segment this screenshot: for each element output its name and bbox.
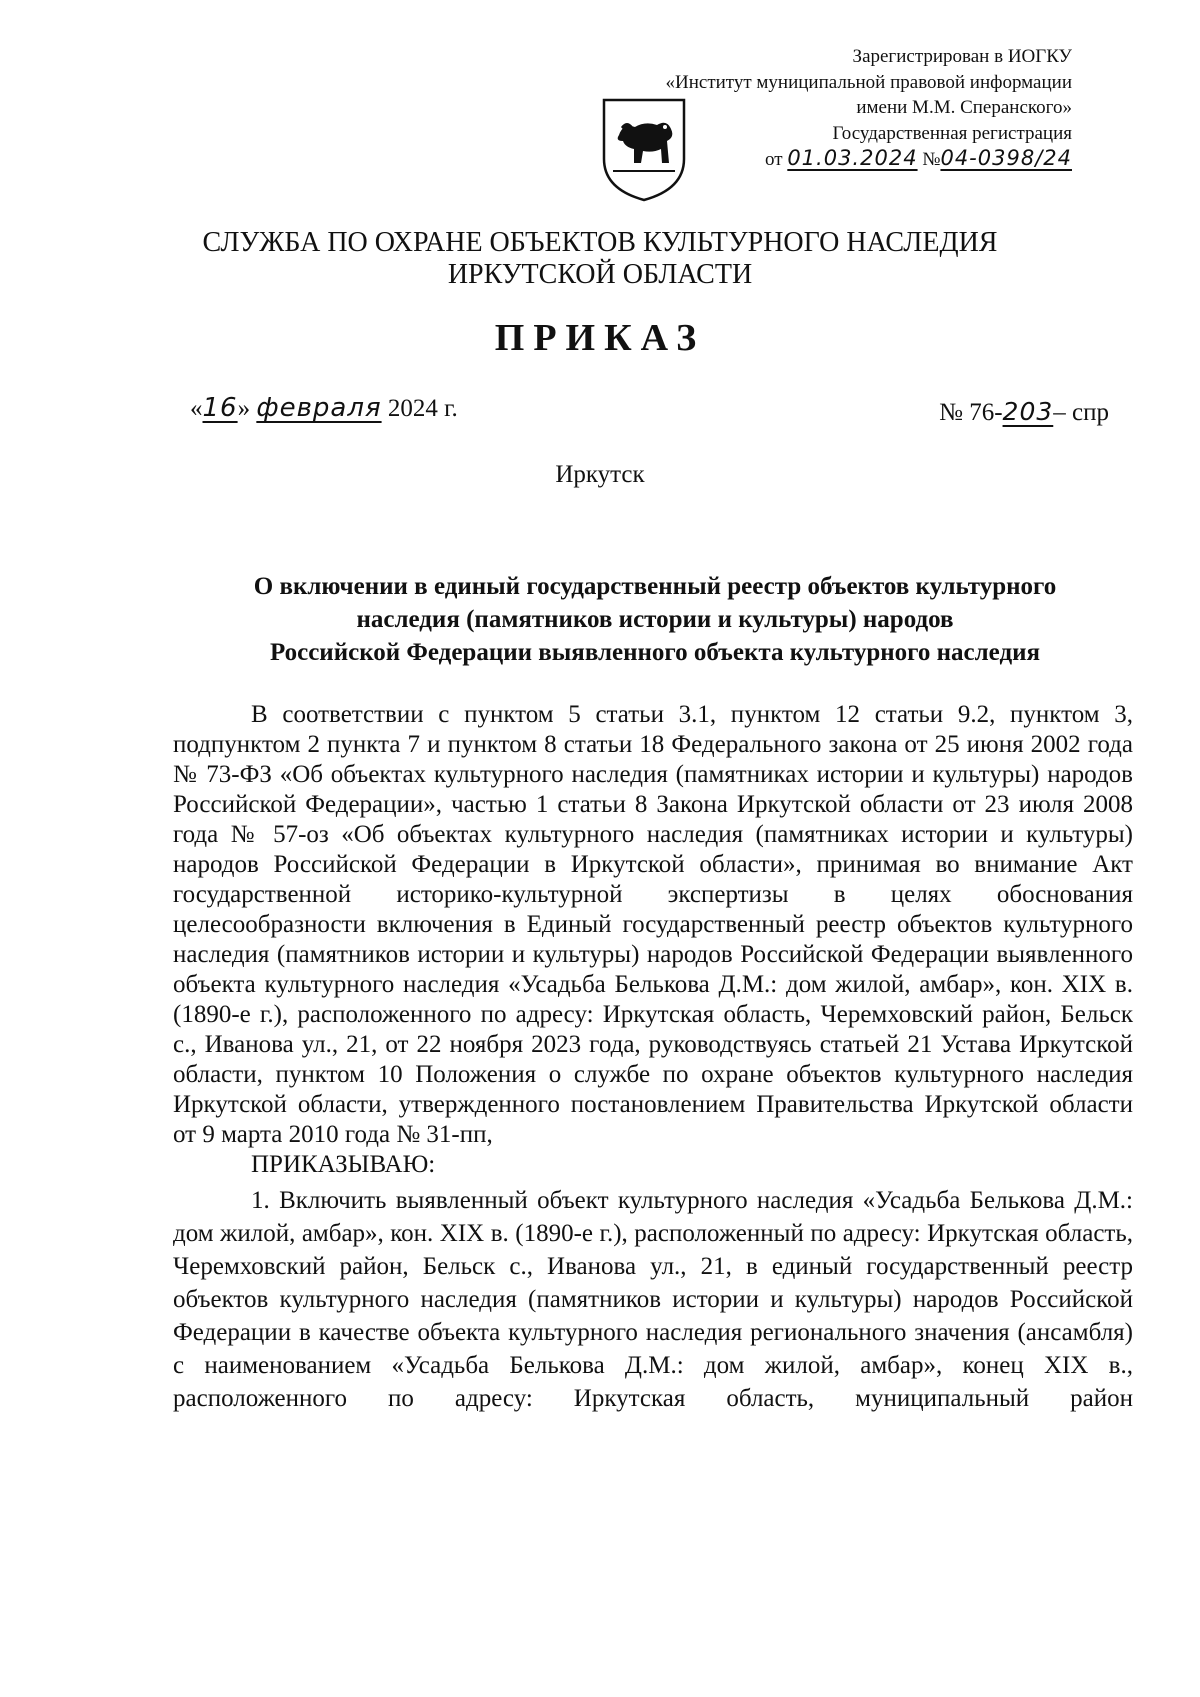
registration-number-label: № (922, 149, 941, 170)
date-month: февраля (256, 393, 382, 423)
order-item-1: 1. Включить выявленный объект культурного наследия «Усадьба Белькова Д.М.: дом жилой, амбар», кон. XIX в. (1890-е г.), расположенный по адресу: Иркутская область, Черемховский район, Бельск с., Иванова ул., 21, в единый государственный реестр объектов культурного наследия (памятников истории и культуры) народов Российской Федерации в качестве объекта культурного наследия регионального значения (ансамбля) с наименованием «Усадьба Белькова Д.М.: дом жилой, амбар», конец XIX в., расположенного по адресу: Иркутская область, муниципальный район (173, 1187, 1133, 1412)
date-close-quote: » (237, 395, 251, 422)
document-type: ПРИКАЗ (494, 317, 706, 359)
agency-name-line-2: ИРКУТСКОЙ ОБЛАСТИ (447, 259, 753, 290)
registration-date: 01.03.2024 (787, 146, 918, 170)
title-line-2: наследия (памятников истории и культуры) народов (356, 606, 954, 633)
agency-name (0, 227, 1200, 291)
date-day: 16 (202, 393, 238, 423)
title-line-1: О включении в единый государственный реестр объектов культурного (253, 573, 1057, 600)
document-body (173, 700, 1133, 1415)
registration-line-1: Зарегистрирован в ИОГКУ (852, 46, 1072, 67)
number-handwritten: 203 (1002, 397, 1054, 426)
registration-prefix: от (765, 149, 783, 170)
coat-of-arms-icon (601, 97, 687, 203)
document-date (190, 393, 458, 423)
agency-name-line-1: СЛУЖБА ПО ОХРАНЕ ОБЪЕКТОВ КУЛЬТУРНОГО НАСЛЕДИЯ (202, 227, 998, 258)
date-year: 2024 г. (387, 395, 458, 422)
document-city: Иркутск (555, 461, 645, 488)
number-suffix: – спр (1053, 399, 1109, 426)
title-line-3: Российской Федерации выявленного объекта культурного наследия (269, 639, 1041, 666)
document-title (180, 570, 1130, 669)
registration-line-4: Государственная регистрация (832, 122, 1072, 144)
registration-line-2: «Институт муниципальной правовой информации (665, 71, 1072, 93)
number-prefix: № 76- (939, 399, 1003, 426)
preamble-paragraph: В соответствии с пунктом 5 статьи 3.1, пунктом 12 статьи 9.2, пунктом 3, подпунктом 2 пункта 7 и пунктом 8 статьи 18 Федерального закона от 25 июня 2002 года № 73-ФЗ «Об объектах культурного наследия (памятниках истории и культуры) народов Российской Федерации», частью 1 статьи 8 Закона Иркутской области от 23 июля 2008 года № 57-оз «Об объектах культурного наследия (памятниках истории и культуры) народов Российской Федерации в Иркутской области», принимая во внимание Акт государственной историко-культурной экспертизы в целях обоснования целесообразности включения в Единый государственный реестр объектов культурного наследия (памятников истории и культуры) народов Российской Федерации выявленного объекта культурного наследия «Усадьба Белькова Д.М.: дом жилой, амбар», кон. XIX в. (1890-е г.), расположенного по адресу: Иркутская область, Черемховский район, Бельск с., Иванова ул., 21, от 22 ноября 2023 года, руководствуясь статьей 21 Устава Иркутской области, пунктом 10 Положения о службе по охране объектов культурного наследия Иркутской области, утвержденного постановлением Правительства Иркутской области от 9 марта 2010 года № 31-пп, (173, 701, 1133, 1148)
registration-line-3: имени М.М. Сперанского» (856, 97, 1072, 118)
order-word: ПРИКАЗЫВАЮ: (251, 1151, 436, 1178)
registration-number: 04-0398/24 (940, 146, 1072, 170)
document-number (939, 397, 1109, 427)
date-open-quote: « (190, 395, 203, 422)
